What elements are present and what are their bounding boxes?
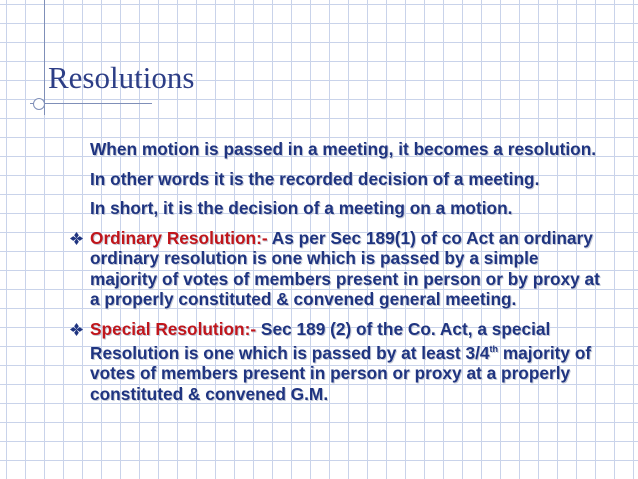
special-resolution-superscript: th (489, 344, 499, 354)
body-paragraph-2: In other words it is the recorded decision of a meeting. (90, 168, 540, 189)
four-diamond-bullet-icon (70, 232, 83, 245)
slide-title: Resolutions (48, 60, 195, 95)
decorative-vertical-line (44, 0, 45, 115)
body-paragraph-1: When motion is passed in a meeting, it becomes a resolution. (90, 139, 597, 159)
ordinary-resolution-term: Ordinary Resolution:- (90, 227, 268, 248)
bullet-ordinary-resolution (70, 228, 600, 310)
bullet-special-resolution (70, 319, 600, 405)
slide-body (70, 139, 600, 413)
decorative-horizontal-line (30, 103, 152, 104)
ordinary-resolution-text: As per Sec 189(1) of co Act an ordinary ordinary resolution is one which is passed by a simple majority of votes of members present in person or by proxy at a properly constituted & convened general meeting. (90, 227, 600, 309)
four-diamond-bullet-icon (70, 323, 83, 336)
special-resolution-text-part-1: Sec 189 (2) of the Co. Act, a special Resolution is one which is passed by at least 3/4 (90, 318, 551, 363)
special-resolution-text-part-2: majority of votes of members present in person or proxy at a properly constituted & convened G.M. (90, 342, 592, 404)
special-resolution-term: Special Resolution:- (90, 318, 257, 339)
body-paragraph-3: In short, it is the decision of a meeting on a motion. (90, 198, 513, 218)
decorative-circle-icon (33, 98, 45, 110)
